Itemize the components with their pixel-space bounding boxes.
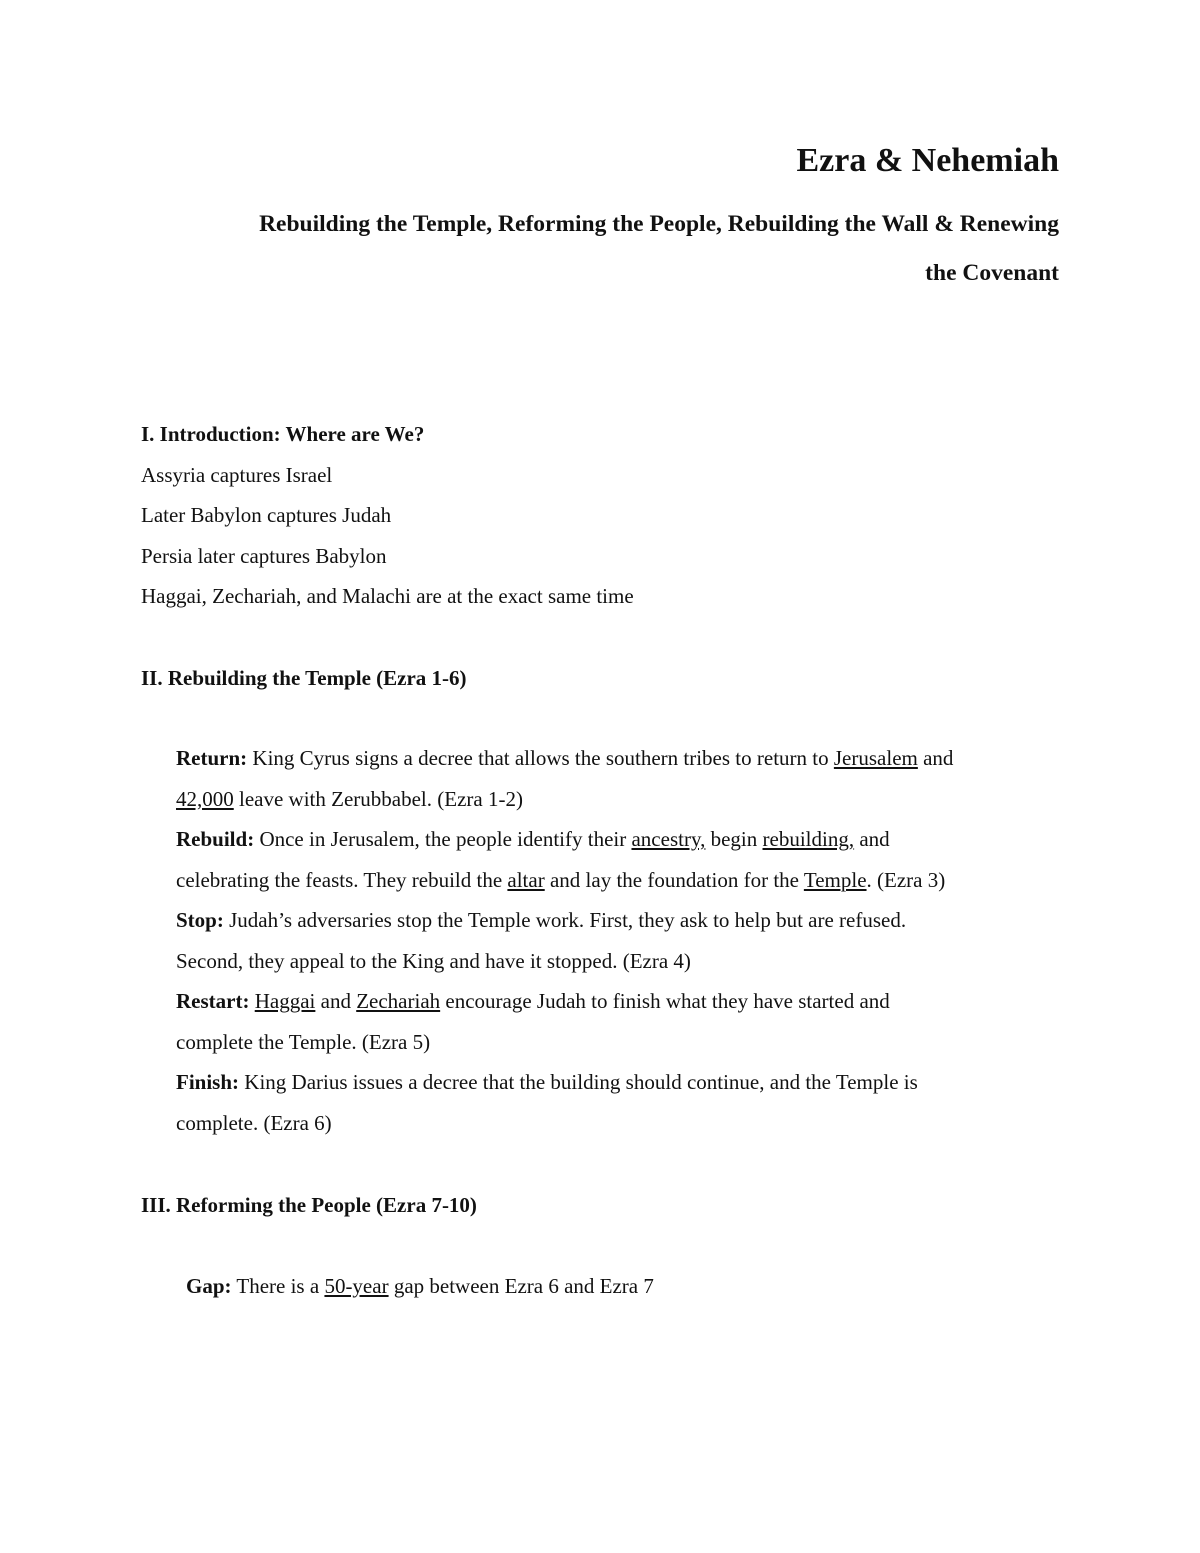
- underlined-term: altar: [507, 867, 545, 892]
- intro-line: Later Babylon captures Judah: [141, 503, 392, 527]
- page-subtitle: [159, 200, 1059, 298]
- underlined-term: 42,000: [176, 786, 234, 811]
- reforming-people-entries: [186, 1266, 1066, 1307]
- underlined-term: Jerusalem: [833, 746, 918, 770]
- underlined-term: Zechariah: [356, 989, 441, 1013]
- subtitle-line-2: the Covenant: [925, 260, 1059, 286]
- section-rebuilding-temple: [141, 658, 1061, 699]
- subtitle-line-1: Rebuilding the Temple, Reforming the People, Rebuilding the Wall & Renewing: [259, 211, 1059, 237]
- section-heading: II. Rebuilding the Temple (Ezra 1-6): [141, 666, 467, 690]
- entry-return: Return: King Cyrus signs a decree that allows the southern tribes to return to Jerusalem and 42,000 leave with Zerubbabel. (Ezra 1-2): [176, 746, 954, 811]
- underlined-term: rebuilding,: [762, 827, 855, 851]
- entry-label: Stop:: [176, 908, 224, 932]
- page-title: Ezra & Nehemiah: [796, 142, 1059, 179]
- section-heading: I. Introduction: Where are We?: [141, 422, 425, 446]
- underlined-term: ancestry,: [631, 827, 706, 851]
- intro-line: Assyria captures Israel: [141, 462, 333, 487]
- section-reforming-people: [141, 1185, 1061, 1226]
- entry-rebuild: Rebuild: Once in Jerusalem, the people identify their ancestry, begin rebuilding, and celebrating the feasts. They rebuild the altar and lay the foundation for the Temple. (Ezra 3): [176, 827, 946, 892]
- entry-label: Rebuild:: [176, 827, 255, 851]
- section-heading: III. Reforming the People (Ezra 7-10): [141, 1193, 477, 1217]
- underlined-term: Temple: [803, 867, 867, 892]
- section-introduction: [141, 414, 1061, 617]
- entry-label: Restart:: [176, 989, 250, 1013]
- entry-label: Return:: [176, 746, 248, 770]
- entry-finish: Finish: King Darius issues a decree that the building should continue, and the Temple is complete. (Ezra 6): [176, 1070, 918, 1135]
- rebuilding-temple-entries: [176, 738, 1066, 1143]
- underlined-term: Haggai: [254, 989, 316, 1013]
- underlined-term: 50-year: [324, 1274, 389, 1298]
- entry-label: Gap:: [186, 1274, 232, 1298]
- entry-label: Finish:: [176, 1070, 240, 1094]
- entry-stop: Stop: Judah’s adversaries stop the Temple work. First, they ask to help but are refused. Second, they appeal to the King and have it stopped. (Ezra 4): [176, 908, 907, 973]
- intro-line: Persia later captures Babylon: [141, 543, 387, 568]
- intro-line: Haggai, Zechariah, and Malachi are at the exact same time: [141, 584, 634, 608]
- entry-gap: Gap: There is a 50-year gap between Ezra 6 and Ezra 7: [186, 1274, 654, 1298]
- entry-restart: Restart: Haggai and Zechariah encourage Judah to finish what they have started and complete the Temple. (Ezra 5): [176, 989, 890, 1054]
